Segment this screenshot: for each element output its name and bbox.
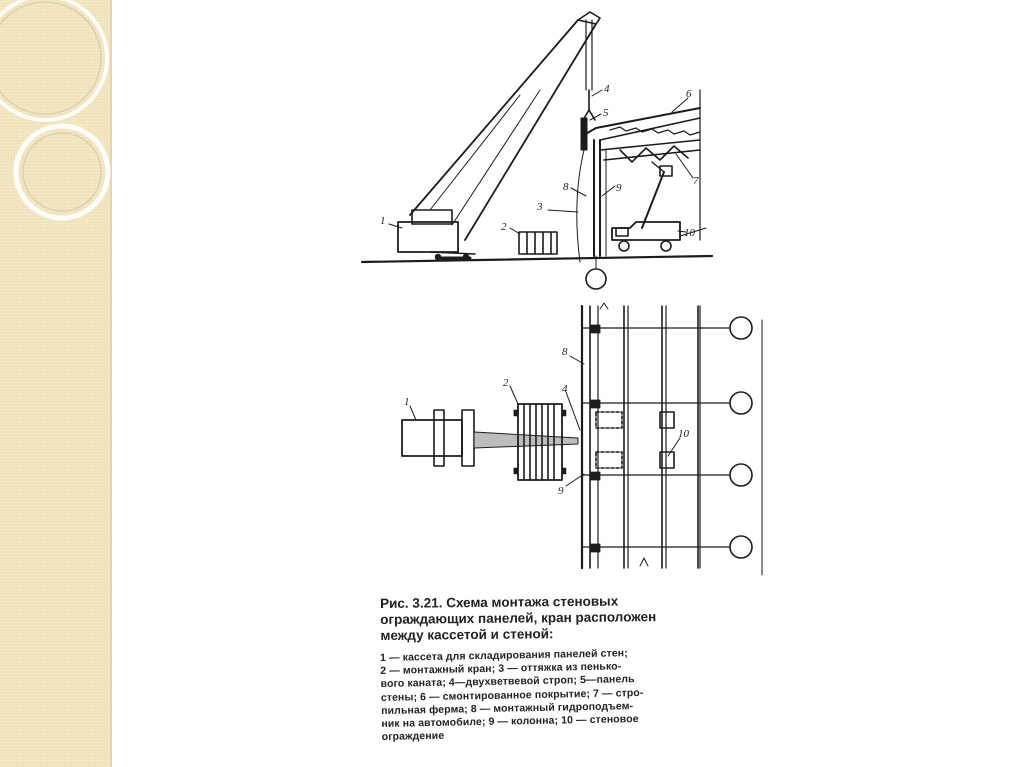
label-8-plan: 8 (562, 346, 568, 358)
decorative-rings (0, 0, 130, 260)
label-5-elevation: 5 (603, 107, 609, 119)
caption-title-line: ограждающих панелей, кран расположен (380, 609, 657, 627)
legend-line: 1 — кассета для складирования панелей стен; (380, 647, 628, 664)
label-1-plan: 1 (404, 396, 410, 408)
crane-assembly-diagram (340, 0, 780, 590)
label-4-elevation: 4 (604, 83, 610, 95)
caption-title-line: Рис. 3.21. Схема монтажа стеновых (380, 593, 619, 611)
label-10-elevation: 10 (684, 227, 695, 239)
label-8-elevation: 8 (563, 181, 569, 193)
plan-view (402, 303, 762, 575)
label-4-plan: 4 (562, 383, 568, 395)
legend-line: вого каната; 4—двухветвевой строп; 5—панель (380, 673, 635, 691)
legend-line: пильная ферма; 8 — монтажный гидроподъем- (381, 699, 634, 717)
label-10-plan: 10 (678, 428, 689, 440)
label-3-elevation: 3 (537, 201, 543, 213)
elevation-view (362, 12, 712, 289)
caption-legend (380, 645, 742, 744)
figure-caption (380, 593, 740, 744)
label-7-elevation: 7 (693, 175, 699, 187)
label-2-plan: 2 (503, 377, 509, 389)
label-6-elevation: 6 (686, 88, 692, 100)
label-9-elevation: 9 (616, 182, 622, 194)
label-9-plan: 9 (558, 485, 564, 497)
caption-title (380, 592, 740, 644)
caption-title-line: между кассетой и стеной: (380, 626, 554, 643)
legend-line: ограждение (381, 730, 445, 744)
label-2-elevation: 2 (501, 221, 507, 233)
legend-line: 2 — монтажный кран; 3 — оттяжка из пенько- (380, 660, 622, 678)
legend-line: ник на автомобиле; 9 — колонна; 10 — стеновое (381, 713, 639, 731)
legend-line: стены; 6 — смонтированное покрытие; 7 — стро- (380, 686, 644, 704)
label-1-elevation: 1 (380, 215, 386, 227)
